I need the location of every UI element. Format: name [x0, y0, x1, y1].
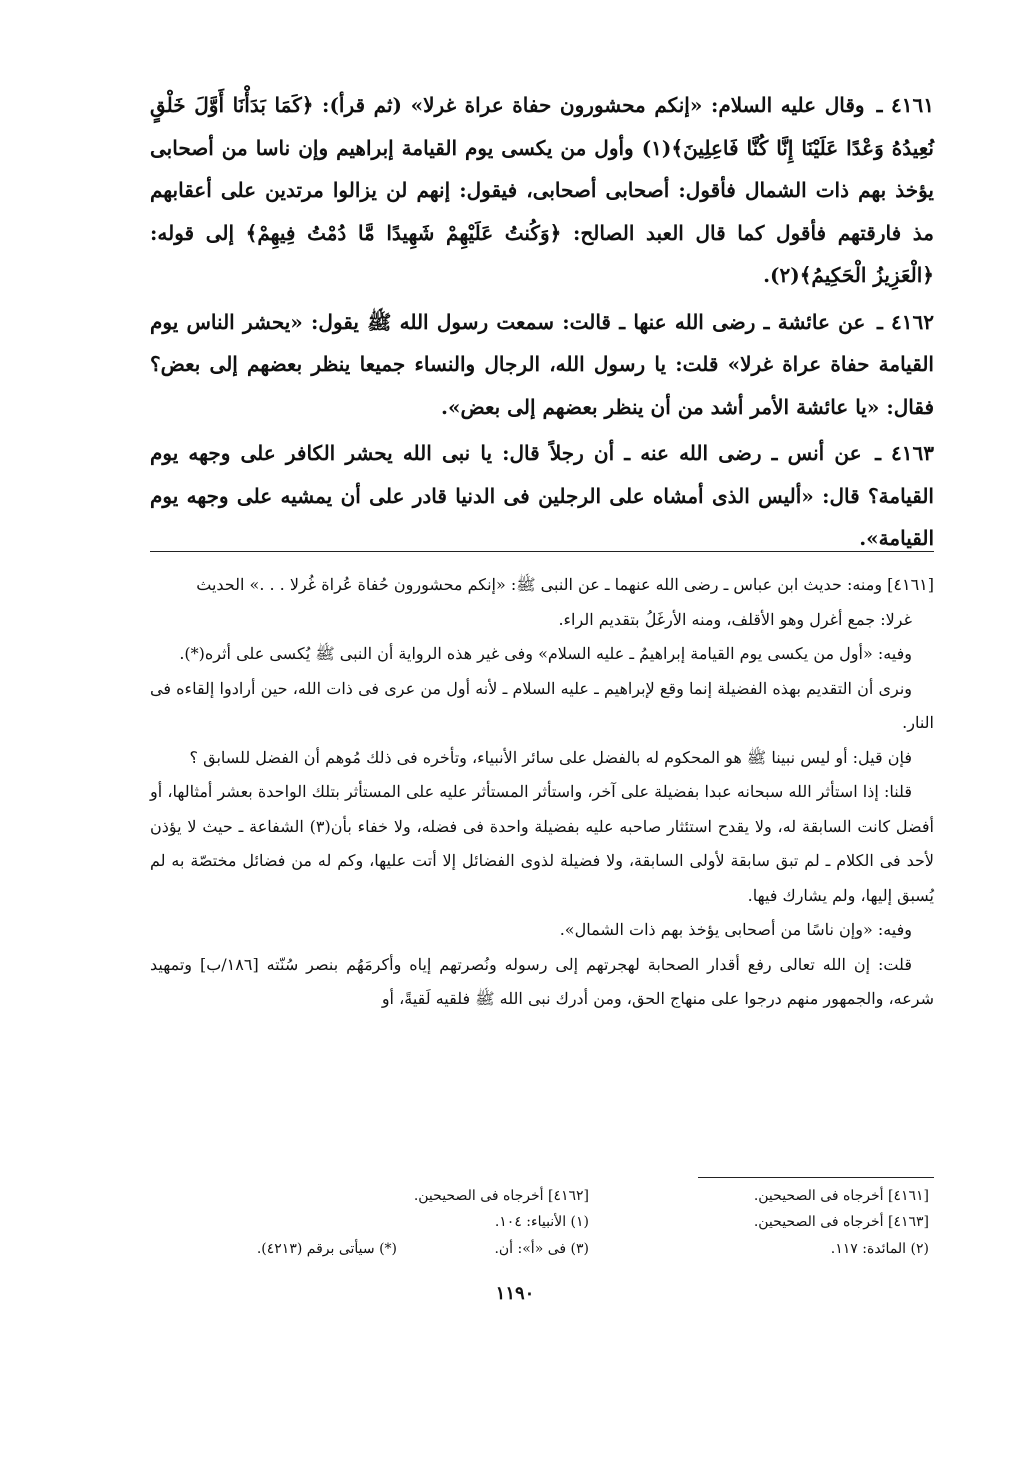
hadith-number: ٤١٦٢ ـ	[876, 309, 935, 334]
section-divider	[150, 551, 934, 552]
commentary-paragraph: قلنا: إذا استأثر الله سبحانه عبدا بفضيلة على آخر، واستأثر المستأثر عليه على المستأثر بتلك الواحدة بعشر أمثالها، أو أفضل كانت السابقة له، ولا يقدح استئثار صاحبه عليه بفضيلة واحدة فى فضله، ولا خفاء بأن(٣) الشفاعة ـ حيث لا يؤذن لأحد فى الكلام ـ لم تبق سابقة لأولى السابقة، ولا فضيلة لذوى الفضائل إلا أتت عليها، وكم له من فضائل مختصّة به لم يُسبق إليها، ولم يشارك فيها.	[150, 782, 934, 905]
commentary-paragraph: غرلا: جمع أغرل وهو الأقلف، ومنه الأرغَلُ بتقديم الراء.	[558, 609, 912, 629]
footnote: (١) الأنبياء: ١٠٤.	[494, 1214, 589, 1230]
hadith-text: عن عائشة ـ رضى الله عنها ـ قالت: سمعت رسول الله ﷺ يقول: «يحشر الناس يوم القيامة حفاة عراة غرلا» قلت: يا رسول الله، الرجال والنساء جميعا ينظر بعضهم إلى بعض؟ فقال: «يا عائشة الأمر أشد من أن ينظر بعضهم إلى بعض».	[150, 309, 934, 419]
footnote: [٤١٦٢] أخرجاه فى الصحيحين.	[413, 1188, 589, 1204]
footnote: (*) سيأتى برقم (٤٢١٣).	[256, 1241, 397, 1257]
hadith-section	[150, 84, 934, 564]
commentary-paragraph: وفيه: «أول من يكسى يوم القيامة إبراهيمُ ـ عليه السلام» وفى غير هذه الرواية أن النبى ﷺ يُكسى على أثره(*).	[179, 644, 912, 663]
commentary-paragraph: [٤١٦١] ومنه: حديث ابن عباس ـ رضى الله عنهما ـ عن النبى ﷺ: «إنكم محشورون حُفاة عُراة غُرلا . . .» الحديث	[196, 575, 934, 594]
footnote: (٣) فى «أ»: أن.	[494, 1241, 589, 1257]
commentary-paragraph: ونرى أن التقديم بهذه الفضيلة إنما وقع لإبراهيم ـ عليه السلام ـ لأنه أول من عرى فى ذات الله، حين أرادوا إلقاءه فى النار.	[150, 678, 934, 732]
footnote-divider	[698, 1177, 934, 1178]
footnote: [٤١٦١] أخرجاه فى الصحيحين.	[753, 1188, 929, 1204]
commentary-section	[150, 568, 934, 1017]
hadith-text: عن أنس ـ رضى الله عنه ـ أن رجلاً قال: يا نبى الله يحشر الكافر على وجهه يوم القيامة؟ قال: «أليس الذى أمشاه على الرجلين فى الدنيا قادر على أن يمشيه على وجهه يوم القيامة».	[150, 441, 934, 550]
hadith-4163	[150, 432, 934, 560]
hadith-text: وقال عليه السلام: «إنكم محشورون حفاة عراة غرلا» (ثم قرأ): ﴿كَمَا بَدَأْنَا أَوَّلَ خَلْقٍ نُعِيدُهُ وَعْدًا عَلَيْنَا إِنَّا كُنَّا فَاعِلِينَ﴾(١) وأول من يكسى يوم القيامة إبراهيم وإن ناسا من أصحابى يؤخذ بهم ذات الشمال فأقول: أصحابى أصحابى، فيقول: إنهم لن يزالوا مرتدين على أعقابهم مذ فارقتهم فأقول كما قال العبد الصالح: ﴿وَكُنتُ عَلَيْهِمْ شَهِيدًا مَّا دُمْتُ فِيهِمْ﴾ إلى قوله: ﴿الْعَزِيزُ الْحَكِيمُ﴾(٢).	[150, 93, 934, 287]
hadith-number: ٤١٦٣ ـ	[875, 441, 935, 465]
footnote: [٤١٦٣] أخرجاه فى الصحيحين.	[753, 1214, 929, 1230]
hadith-number: ٤١٦١ ـ	[876, 93, 935, 117]
hadith-4162	[150, 301, 934, 429]
commentary-paragraph: وفيه: «وإن ناسًا من أصحابى يؤخذ بهم ذات الشمال».	[559, 920, 912, 939]
footnote: (٢) المائدة: ١١٧.	[830, 1241, 929, 1257]
commentary-paragraph: قلت: إن الله تعالى رفع أقدار الصحابة لهجرتهم إلى رسوله ونُصرتهم إياه وأكرمَهُم بنصر سُنّته [١٨٦/ب] وتمهيد شرعه، والجمهور منهم درجوا على منهاج الحق، ومن أدرك نبى الله ﷺ فلقيه لَقيةً، أو	[150, 954, 934, 1008]
commentary-paragraph: فإن قيل: أو ليس نبينا ﷺ هو المحكوم له بالفضل على سائر الأنبياء، وتأخره فى ذلك مُوهم أن الفضل للسابق ؟	[189, 747, 912, 767]
page-number: ١١٩٠	[495, 1283, 535, 1304]
hadith-4161	[150, 84, 934, 297]
